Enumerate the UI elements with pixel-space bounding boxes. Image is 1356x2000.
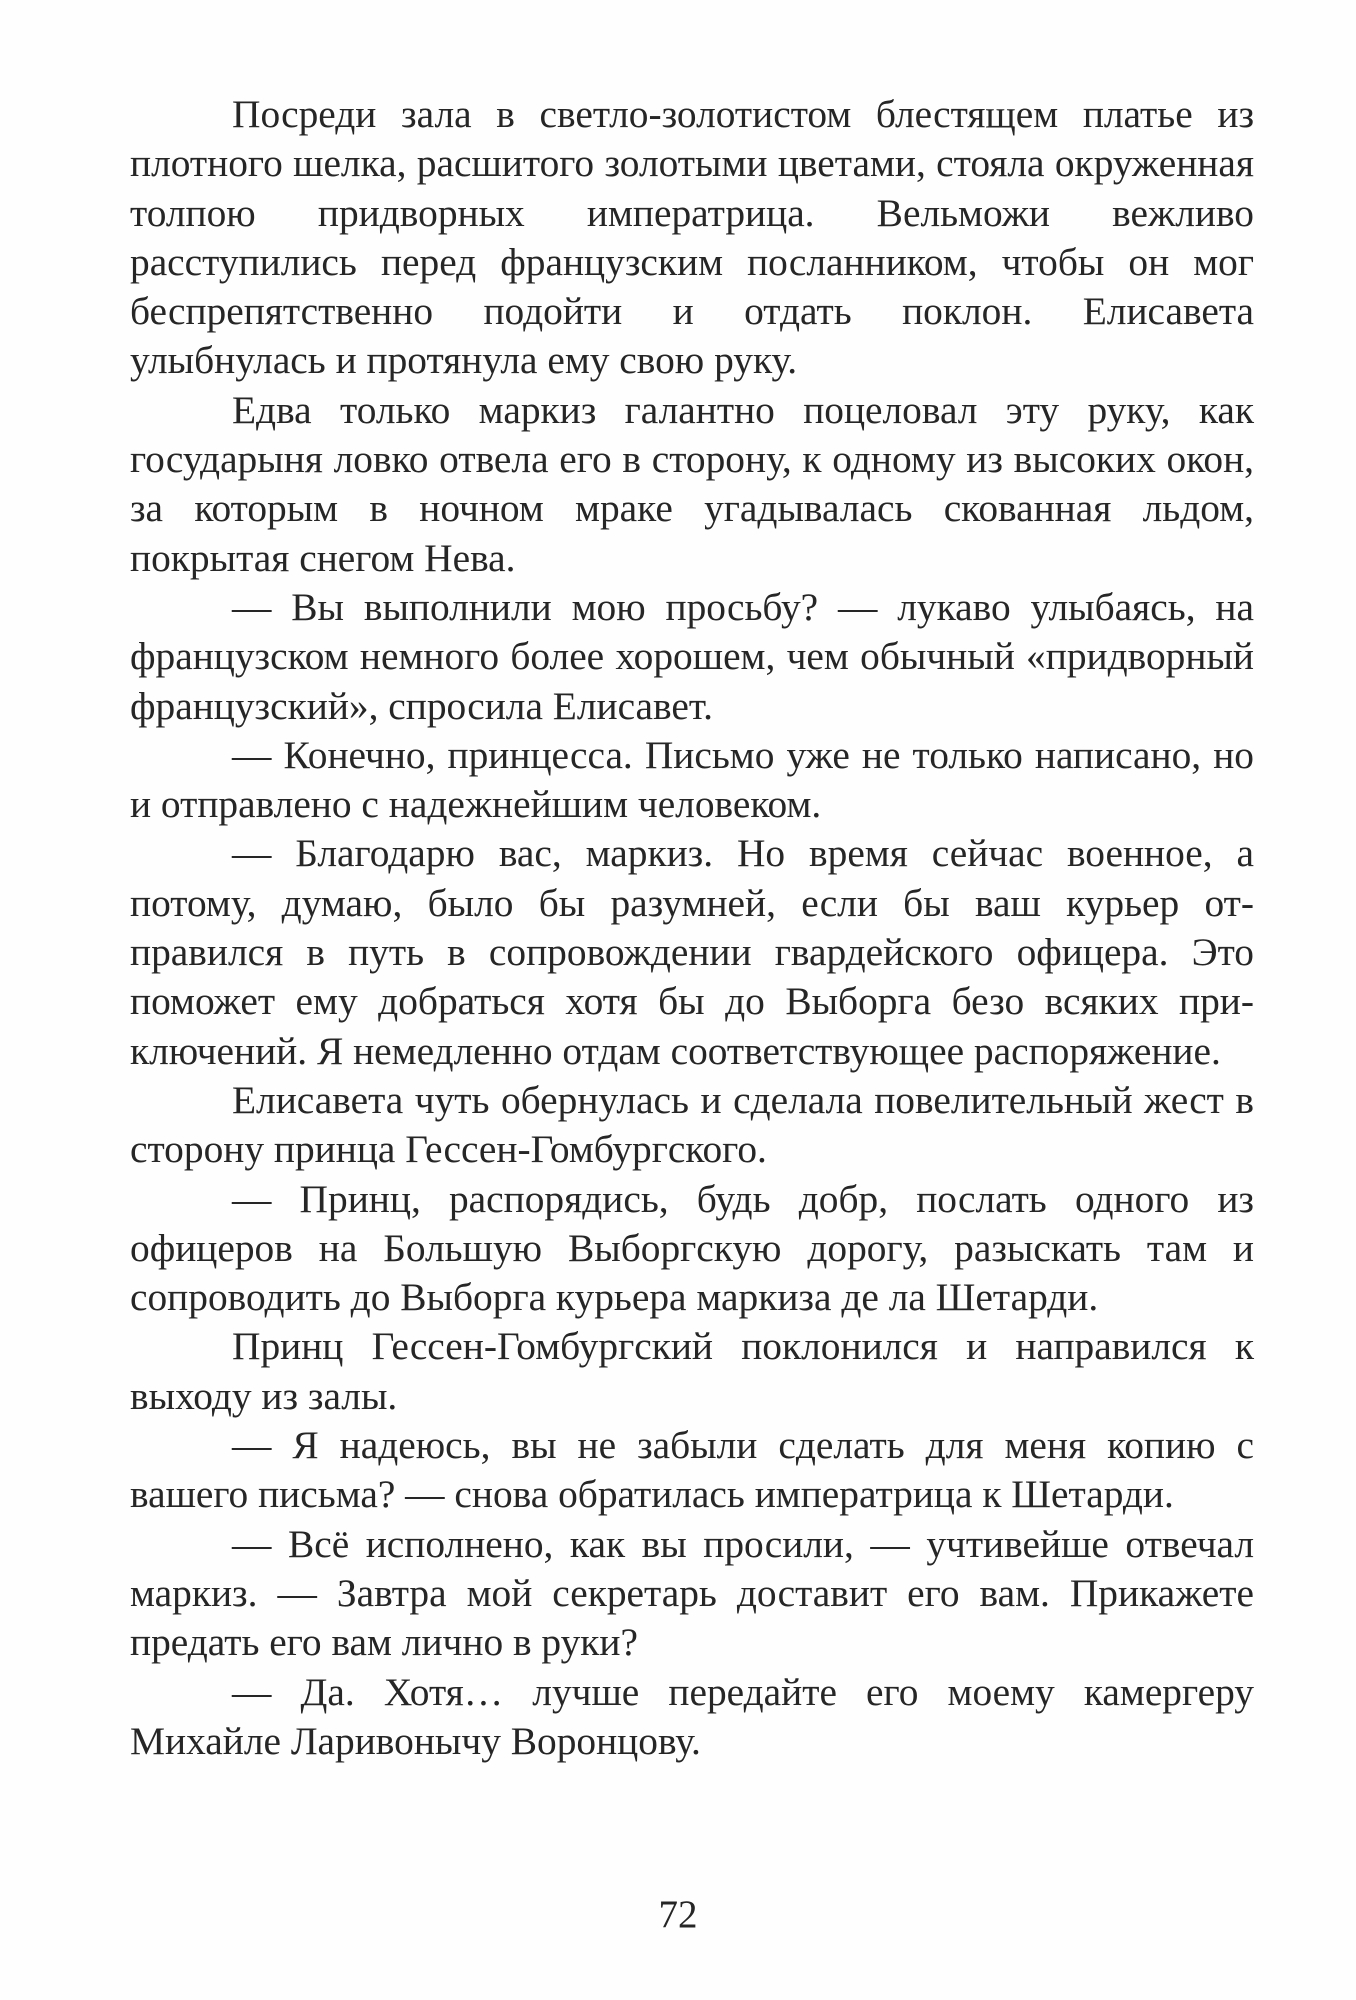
page-number: 72 [658, 1893, 698, 1936]
dialogue-paragraph: — Всё исполнено, как вы просили, — учтивейше отвечал маркиз. — Завтра мой секретарь доставит его вам. Прикажете предать его вам лично в руки? [130, 1521, 1254, 1665]
paragraph: Елисавета чуть обернулась и сделала повелительный жест в сторону принца Гессен-Гомбургского. [130, 1077, 1254, 1172]
paragraph: Посреди зала в светло-золотистом блестящем платье из плотного шелка, расшитого золотыми цветами, стояла окруженная толпою придворных императрица. Вельможи вежливо расступились перед французским посланником, чтобы он мог беспрепятственно подойти и отдать поклон. Елисавета улыбнулась и протянула ему свою руку. [130, 92, 1254, 383]
body-text [130, 90, 1254, 1766]
dialogue-paragraph: — Благодарю вас, маркиз. Но время сейчас военное, а потому, думаю, было бы разумней, если бы ваш курьер отправился в путь в сопровождении гвардейского офицера. Это поможет ему добраться хотя бы до Выборга безо всяких приключений. Я немедленно отдам соответствующее распоряжение. [130, 831, 1254, 1073]
dialogue-paragraph: — Я надеюсь, вы не забыли сделать для меня копию с вашего письма? — снова обратилась императрица к Шетарди. [130, 1423, 1254, 1517]
dialogue-paragraph: — Вы выполнили мою просьбу? — лукаво улыбаясь, на французском немного более хорошем, чем обычный «придворный французский», спросила Елисавет. [130, 584, 1254, 728]
dialogue-paragraph: — Да. Хотя… лучше передайте его моему камергеру Михайле Ларивонычу Воронцову. [130, 1669, 1254, 1763]
dialogue-paragraph: — Принц, распорядись, будь добр, послать одного из офицеров на Большую Выборгскую дорогу, разыскать там и сопроводить до Выборга курьера маркиза де ла Шетарди. [130, 1176, 1254, 1320]
paragraph: Принц Гессен-Гомбургский поклонился и направился к выходу из залы. [130, 1324, 1254, 1418]
dialogue-paragraph: — Конечно, принцесса. Письмо уже не только написано, но и отправлено с надежнейшим человеком. [130, 732, 1254, 827]
paragraph: Едва только маркиз галантно поцеловал эту руку, как государыня ловко отвела его в сторону, к одному из высоких окон, за которым в ночном мраке угадывалась скованная льдом, покрытая снегом Нева. [130, 387, 1254, 580]
